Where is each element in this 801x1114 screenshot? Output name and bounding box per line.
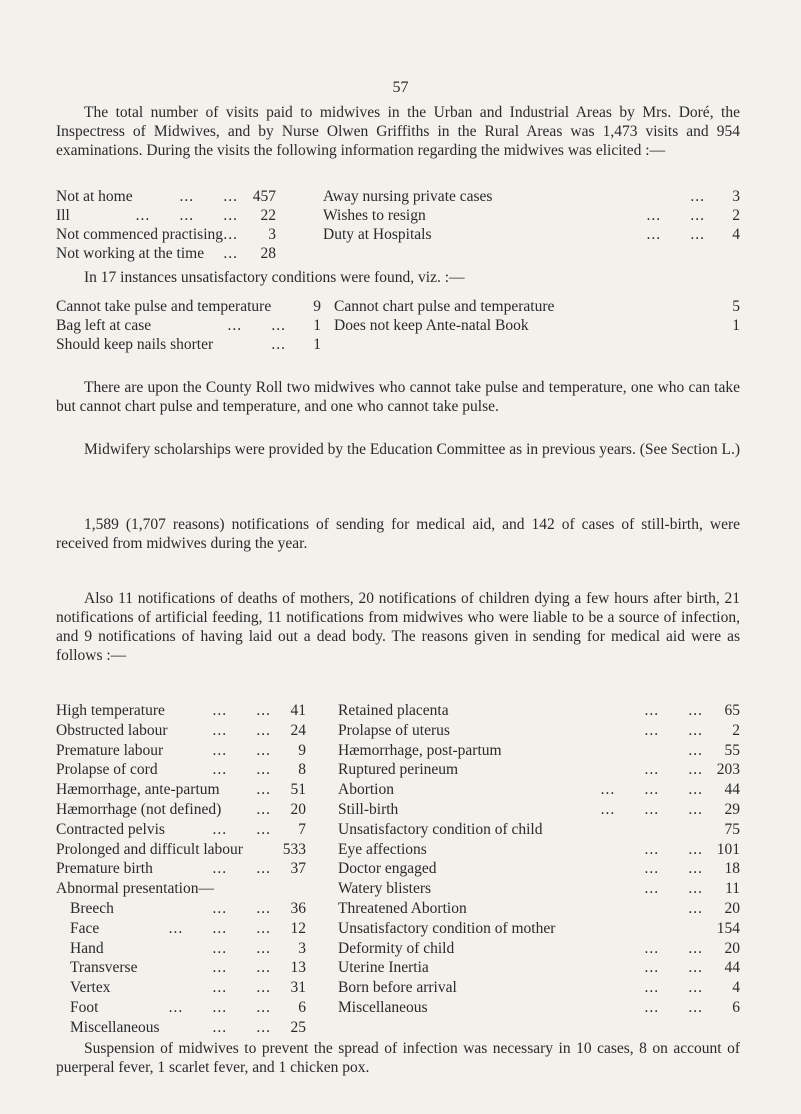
dot-leader: ... ...	[644, 840, 703, 858]
item-value: 65	[724, 702, 740, 719]
dot-leader: ... ...	[179, 188, 238, 205]
dot-leader: ... ... ...	[600, 801, 703, 818]
list-item	[56, 800, 306, 819]
item-label: Unsatisfactory condition of child	[338, 820, 543, 838]
item-value: 3	[298, 939, 306, 957]
list-item	[56, 840, 306, 859]
item-value: 44	[724, 959, 740, 977]
item-label: Born before arrival	[338, 979, 457, 997]
item-value: 37	[290, 860, 306, 878]
item-value: 3	[268, 226, 276, 243]
list-item	[56, 721, 306, 740]
item-label: Vertex	[70, 979, 111, 997]
dot-leader: ...	[223, 226, 238, 243]
dot-leader: ... ...	[644, 939, 703, 957]
dot-leader: ... ...	[644, 979, 703, 997]
item-value: 7	[298, 820, 306, 838]
item-label: Watery blisters	[338, 880, 432, 898]
list-item	[56, 879, 306, 898]
item-label: High temperature	[56, 702, 165, 719]
dot-leader: ... ...	[644, 880, 703, 898]
dot-leader: ... ...	[212, 820, 271, 838]
item-value: 51	[290, 781, 306, 799]
item-value: 20	[290, 801, 306, 818]
item-value: 2	[732, 721, 740, 739]
dot-leader: ... ... ...	[168, 919, 271, 937]
dot-leader: ... ...	[212, 979, 271, 997]
item-value: 9	[298, 741, 306, 759]
item-value: 12	[290, 919, 306, 937]
list-item	[56, 958, 306, 977]
list-item	[56, 859, 306, 878]
item-value: 4	[732, 226, 740, 243]
item-value: 22	[260, 207, 276, 224]
dot-leader: ... ...	[644, 999, 703, 1016]
item-label: Not commenced practising	[56, 226, 224, 243]
dot-leader: ...	[688, 900, 703, 917]
item-label: Deformity of child	[338, 939, 455, 957]
list-item	[338, 919, 740, 938]
list-item	[56, 820, 306, 839]
item-label: Not working at the time	[56, 245, 205, 262]
list-item	[56, 741, 306, 760]
item-label: Ruptured perineum	[338, 761, 459, 779]
dot-leader: ... ...	[212, 900, 271, 917]
list-item	[338, 741, 740, 760]
page-number: 57	[392, 79, 409, 96]
item-value: 2	[732, 207, 740, 224]
item-value: 36	[290, 900, 306, 917]
list-item	[56, 701, 306, 720]
item-label: Cannot take pulse and temperature	[56, 298, 272, 315]
item-label: Breech	[70, 900, 114, 917]
item-value: 41	[290, 702, 306, 719]
list-item	[338, 939, 740, 958]
item-value: 9	[313, 298, 321, 315]
dot-leader: ... ...	[644, 702, 703, 719]
list-item	[56, 899, 306, 918]
dot-leader: ... ... ...	[168, 999, 271, 1016]
dot-leader: ... ... ...	[135, 207, 238, 224]
list-item	[323, 225, 740, 244]
list-item	[56, 206, 276, 225]
dot-leader: ... ...	[644, 721, 703, 739]
item-label: Threatened Abortion	[338, 900, 467, 917]
dot-leader: ... ...	[212, 959, 271, 977]
item-label: Abortion	[338, 781, 394, 799]
item-label: Hæmorrhage, ante-partum	[56, 781, 220, 799]
item-value: 44	[724, 781, 740, 799]
item-value: 6	[732, 999, 740, 1016]
notification-paragraph: 1,589 (1,707 reasons) notifications of sending for medical aid, and 142 of cases of still-birth, were received from midwives during the year.	[56, 516, 740, 552]
list-item	[56, 244, 276, 263]
dot-leader: ...	[256, 801, 271, 818]
item-value: 24	[290, 721, 306, 739]
item-label: Hæmorrhage, post-partum	[338, 741, 502, 759]
item-value: 101	[716, 840, 740, 858]
item-value: 203	[716, 761, 740, 779]
item-value: 55	[724, 741, 740, 759]
dot-leader: ... ...	[212, 721, 271, 739]
item-label: Retained placenta	[338, 702, 449, 719]
item-label: Prolapse of uterus	[338, 721, 450, 739]
item-value: 154	[716, 919, 740, 937]
item-label: Prolapse of cord	[56, 761, 158, 779]
list-item	[338, 701, 740, 720]
item-label: Foot	[70, 999, 99, 1016]
item-value: 75	[724, 820, 740, 838]
item-label: Still-birth	[338, 801, 399, 818]
dot-leader: ...	[256, 781, 271, 799]
list-item	[56, 225, 276, 244]
item-label: Not at home	[56, 188, 133, 205]
list-item	[323, 187, 740, 206]
dot-leader: ...	[271, 336, 286, 353]
list-item	[338, 899, 740, 918]
list-item	[338, 760, 740, 779]
item-label: Duty at Hospitals	[323, 226, 432, 243]
item-label: Hæmorrhage (not defined)	[56, 801, 222, 818]
item-label: Face	[70, 919, 100, 937]
list-item	[56, 1018, 306, 1037]
list-item	[56, 939, 306, 958]
list-item	[338, 879, 740, 898]
item-label: Does not keep Ante-natal Book	[334, 317, 529, 334]
intro-paragraph: The total number of visits paid to midwives in the Urban and Industrial Areas by Mrs. Doré, the Inspectress of Midwives, and by Nurse Olwen Griffiths in the Rural Areas was 1,473 visits and 954 examinations. During the visits the following information regarding the midwives was elicited :—	[56, 104, 740, 159]
item-label: Contracted pelvis	[56, 820, 165, 838]
item-label: Cannot chart pulse and temperature	[334, 298, 555, 315]
list-item	[56, 780, 306, 799]
dot-leader: ... ...	[212, 761, 271, 779]
item-label: Abnormal presentation—	[56, 880, 214, 898]
item-value: 18	[724, 860, 740, 878]
item-label: Should keep nails shorter	[56, 336, 214, 353]
list-item	[323, 206, 740, 225]
dot-leader: ... ...	[212, 939, 271, 957]
list-item	[338, 800, 740, 819]
item-label: Miscellaneous	[70, 1018, 160, 1036]
dot-leader: ... ...	[644, 860, 703, 878]
list-item	[334, 316, 740, 335]
dot-leader: ... ... ...	[600, 781, 703, 799]
item-value: 29	[724, 801, 740, 818]
dot-leader: ...	[690, 188, 705, 205]
item-label: Unsatisfactory condition of mother	[338, 919, 556, 937]
suspension-paragraph: Suspension of midwives to prevent the spread of infection was necessary in 10 cases, 8 on account of puerperal fever, 1 scarlet fever, and 1 chicken pox.	[56, 1040, 740, 1076]
dot-leader: ... ...	[212, 1018, 271, 1036]
list-item	[56, 919, 306, 938]
list-item	[56, 187, 276, 206]
item-value: 1	[732, 317, 740, 334]
item-label: Doctor engaged	[338, 860, 437, 878]
dot-leader: ... ...	[646, 207, 705, 224]
list-item	[56, 335, 321, 354]
dot-leader: ... ...	[212, 741, 271, 759]
item-value: 3	[732, 188, 740, 205]
item-label: Eye affections	[338, 840, 427, 858]
dot-leader: ... ...	[212, 702, 271, 719]
item-label: Hand	[70, 939, 104, 957]
unsatisfactory-intro: In 17 instances unsatisfactory conditions were found, viz. :—	[84, 269, 465, 286]
item-label: Uterine Inertia	[338, 959, 429, 977]
list-item	[56, 316, 321, 335]
item-value: 8	[298, 761, 306, 779]
dot-leader: ...	[688, 741, 703, 759]
list-item	[338, 998, 740, 1017]
deaths-paragraph: Also 11 notifications of deaths of mothers, 20 notifications of children dying a few hours after birth, 21 notifications of artificial feeding, 11 notifications from midwives who were liable to be a source of infection, and 9 notifications of having laid out a dead body. The reasons given in sending for medical aid were as follows :—	[56, 590, 740, 664]
item-value: 11	[725, 880, 740, 898]
item-label: Ill	[56, 207, 70, 224]
list-item	[338, 820, 740, 839]
list-item	[338, 721, 740, 740]
item-label: Prolonged and difficult labour	[56, 840, 243, 858]
list-item	[338, 978, 740, 997]
list-item	[338, 958, 740, 977]
item-value: 25	[290, 1018, 306, 1036]
dot-leader: ... ...	[644, 761, 703, 779]
item-label: Premature labour	[56, 741, 164, 759]
dot-leader: ... ...	[644, 959, 703, 977]
list-item	[56, 998, 306, 1017]
item-label: Obstructed labour	[56, 721, 168, 739]
list-item	[338, 840, 740, 859]
item-label: Wishes to resign	[323, 207, 426, 224]
dot-leader: ...	[223, 245, 238, 262]
item-value: 5	[732, 298, 740, 315]
item-value: 20	[724, 939, 740, 957]
item-value: 1	[313, 317, 321, 334]
item-value: 4	[732, 979, 740, 997]
item-label: Away nursing private cases	[323, 188, 493, 205]
list-item	[56, 297, 321, 316]
list-item	[338, 859, 740, 878]
item-label: Miscellaneous	[338, 999, 428, 1016]
item-value: 20	[724, 900, 740, 917]
item-value: 13	[290, 959, 306, 977]
list-item	[56, 760, 306, 779]
item-value: 457	[252, 188, 276, 205]
roll-paragraph: There are upon the County Roll two midwives who cannot take pulse and temperature, one who can take but cannot chart pulse and temperature, and one who cannot take pulse.	[56, 379, 740, 415]
item-value: 28	[260, 245, 276, 262]
scholarship-paragraph: Midwifery scholarships were provided by the Education Committee as in previous years. (See Section L.)	[84, 441, 741, 458]
item-label: Transverse	[70, 959, 138, 977]
dot-leader: ... ...	[227, 317, 286, 334]
item-label: Bag left at case	[56, 317, 152, 334]
list-item	[338, 780, 740, 799]
item-value: 6	[298, 999, 306, 1016]
dot-leader: ... ...	[646, 226, 705, 243]
item-label: Premature birth	[56, 860, 153, 878]
list-item	[334, 297, 740, 316]
item-value: 1	[313, 336, 321, 353]
item-value: 31	[290, 979, 306, 997]
dot-leader: ... ...	[212, 860, 271, 878]
list-item	[56, 978, 306, 997]
item-value: 533	[282, 840, 306, 858]
